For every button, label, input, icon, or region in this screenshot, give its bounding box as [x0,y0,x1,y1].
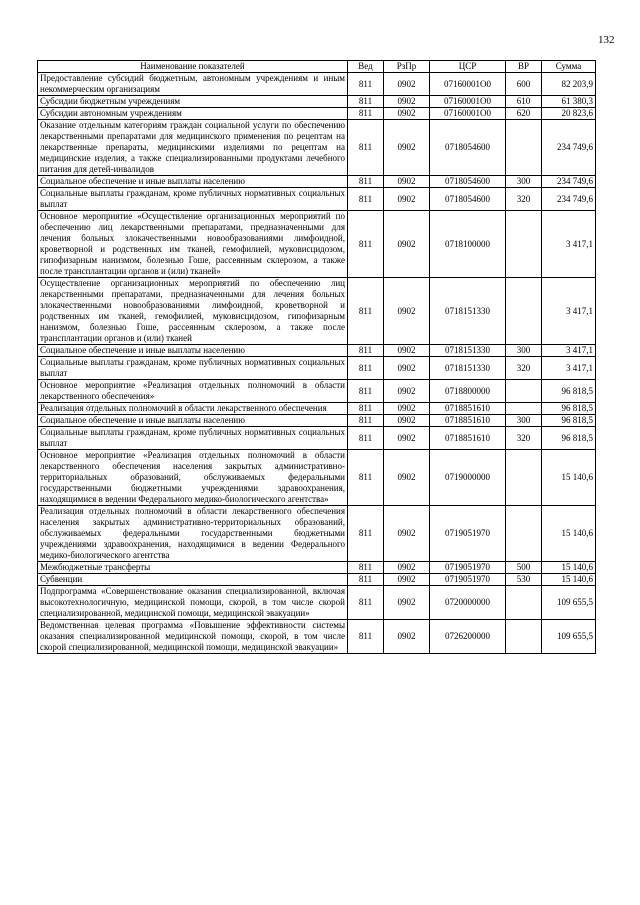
row-ved: 811 [348,108,384,120]
table-row [38,345,596,357]
row-name: Подпрограмма «Совершенствование оказания специализированной, включая высокотехнологичную, медицинской помощи, скорой, в том числе скорой специализированной, медицинской помощи, медицинской эвакуации» [38,586,348,620]
row-rzpr: 0902 [384,357,430,380]
row-csr: 0718100000 [430,211,506,278]
row-ved: 811 [348,506,384,562]
row-ved: 811 [348,188,384,211]
row-csr: 0719051970 [430,574,506,586]
table-row [38,357,596,380]
row-ved: 811 [348,562,384,574]
row-ved: 811 [348,403,384,415]
row-rzpr: 0902 [384,96,430,108]
table-row [38,450,596,506]
table-row [38,176,596,188]
row-sum: 15 140,6 [542,450,596,506]
row-vr [506,586,542,620]
row-rzpr: 0902 [384,506,430,562]
row-name: Осуществление организационных мероприятий по обеспечению лиц лекарственными препаратами, предназначенными для лечения больных злокачественными новообразованиями лимфоидной, кроветворной и родственных им тканей, гемофилией, муковисцидозом, гипофизарным нанизмом, болезнью Гоше, рассеянным склерозом, а также после трансплантации органов и (или) тканей [38,278,348,345]
row-vr: 320 [506,188,542,211]
row-ved: 811 [348,211,384,278]
table-row [38,108,596,120]
row-csr: 0719051970 [430,506,506,562]
row-vr: 530 [506,574,542,586]
row-name: Реализация отдельных полномочий в области лекарственного обеспечения населения закрытых административно-территориальных образований, обслуживаемых федеральными государственными бюджетными учреждениями здравоохранения, находящимися в ведении Федерального медико-биологического агентства [38,506,348,562]
row-csr: 0718800000 [430,380,506,403]
row-csr: 0718151330 [430,357,506,380]
row-ved: 811 [348,380,384,403]
row-name: Субсидии автономным учреждениям [38,108,348,120]
row-sum: 96 818,5 [542,403,596,415]
table-row [38,188,596,211]
table-row [38,96,596,108]
header-csr: ЦСР [430,61,506,73]
row-csr: 0718851610 [430,427,506,450]
row-ved: 811 [348,574,384,586]
row-rzpr: 0902 [384,450,430,506]
header-ved: Вед [348,61,384,73]
row-vr [506,450,542,506]
table-row [38,574,596,586]
row-sum: 15 140,6 [542,562,596,574]
header-sum: Сумма [542,61,596,73]
row-name: Основное мероприятие «Реализация отдельных полномочий в области лекарственного обеспечения населения закрытых административно-территориальных образований, обслуживаемых федеральными государственными бюджетными учреждениями здравоохранения, находящимися в ведении Федерального медико-биологического агентства» [38,450,348,506]
table-row [38,73,596,96]
row-sum: 109 655,5 [542,586,596,620]
row-rzpr: 0902 [384,345,430,357]
row-rzpr: 0902 [384,415,430,427]
table-row [38,403,596,415]
row-sum: 96 818,5 [542,415,596,427]
row-csr: 0720000000 [430,586,506,620]
table-row [38,562,596,574]
page-number: 132 [598,34,615,46]
table-row [38,506,596,562]
table-row [38,120,596,176]
row-sum: 3 417,1 [542,357,596,380]
table-row [38,211,596,278]
row-rzpr: 0902 [384,211,430,278]
row-ved: 811 [348,96,384,108]
row-vr: 300 [506,176,542,188]
row-csr: 0719051970 [430,562,506,574]
row-csr: 0718151330 [430,345,506,357]
row-vr: 320 [506,357,542,380]
table-header-row [38,61,596,73]
row-csr: 0719000000 [430,450,506,506]
row-sum: 15 140,6 [542,574,596,586]
row-csr: 07160001О0 [430,73,506,96]
row-sum: 61 380,3 [542,96,596,108]
row-rzpr: 0902 [384,108,430,120]
row-rzpr: 0902 [384,562,430,574]
row-ved: 811 [348,357,384,380]
row-name: Предоставление субсидий бюджетным, автономным учреждениям и иным некоммерческим организациям [38,73,348,96]
header-name: Наименование показателей [38,61,348,73]
row-ved: 811 [348,586,384,620]
row-vr [506,506,542,562]
row-rzpr: 0902 [384,427,430,450]
row-ved: 811 [348,120,384,176]
row-name: Субвенции [38,574,348,586]
row-csr: 0718151330 [430,278,506,345]
row-csr: 0726200000 [430,620,506,654]
row-vr: 300 [506,415,542,427]
row-name: Основное мероприятие «Реализация отдельных полномочий в области лекарственного обеспечения» [38,380,348,403]
row-vr [506,380,542,403]
table-body [38,73,596,654]
row-rzpr: 0902 [384,380,430,403]
row-name: Реализация отдельных полномочий в области лекарственного обеспечения [38,403,348,415]
row-rzpr: 0902 [384,620,430,654]
row-name: Субсидии бюджетным учреждениям [38,96,348,108]
row-sum: 82 203,9 [542,73,596,96]
row-vr: 500 [506,562,542,574]
row-rzpr: 0902 [384,176,430,188]
row-csr: 07160001О0 [430,108,506,120]
row-vr [506,403,542,415]
row-rzpr: 0902 [384,586,430,620]
row-sum: 20 823,6 [542,108,596,120]
row-csr: 0718851610 [430,403,506,415]
row-csr: 0718054600 [430,188,506,211]
row-rzpr: 0902 [384,278,430,345]
row-name: Социальные выплаты гражданам, кроме публичных нормативных социальных выплат [38,357,348,380]
row-ved: 811 [348,176,384,188]
row-sum: 3 417,1 [542,345,596,357]
row-ved: 811 [348,427,384,450]
row-name: Ведомственная целевая программа «Повышение эффективности системы оказания специализированной медицинской помощи, скорой, в том числе скорой специализированной, медицинской помощи, медицинской эвакуации» [38,620,348,654]
row-sum: 96 818,5 [542,427,596,450]
row-vr: 610 [506,96,542,108]
row-sum: 109 655,5 [542,620,596,654]
row-sum: 96 818,5 [542,380,596,403]
row-sum: 234 749,6 [542,188,596,211]
table-row [38,415,596,427]
row-vr: 600 [506,73,542,96]
table-row [38,620,596,654]
row-vr [506,620,542,654]
row-ved: 811 [348,415,384,427]
row-csr: 07160001О0 [430,96,506,108]
row-sum: 15 140,6 [542,506,596,562]
row-rzpr: 0902 [384,120,430,176]
row-sum: 234 749,6 [542,120,596,176]
table-row [38,380,596,403]
row-ved: 811 [348,345,384,357]
row-csr: 0718054600 [430,120,506,176]
row-vr: 620 [506,108,542,120]
row-sum: 234 749,6 [542,176,596,188]
budget-table [37,60,596,654]
table-row [38,278,596,345]
row-ved: 811 [348,73,384,96]
row-name: Основное мероприятие «Осуществление организационных мероприятий по обеспечению лиц лекарственными препаратами, предназначенными для лечения больных злокачественными новообразованиями лимфоидной, кроветворной и родственных им тканей, гемофилией, муковисцидозом, гипофизарным нанизмом, болезнью Гоше, рассеянным склерозом, а также после трансплантации органов и (или) тканей» [38,211,348,278]
row-ved: 811 [348,450,384,506]
row-sum: 3 417,1 [542,211,596,278]
row-vr: 320 [506,427,542,450]
table-row [38,427,596,450]
row-name: Социальное обеспечение и иные выплаты населению [38,176,348,188]
row-csr: 0718851610 [430,415,506,427]
row-name: Социальные выплаты гражданам, кроме публичных нормативных социальных выплат [38,188,348,211]
row-ved: 811 [348,620,384,654]
row-vr [506,120,542,176]
row-vr [506,211,542,278]
row-vr: 300 [506,345,542,357]
row-csr: 0718054600 [430,176,506,188]
row-rzpr: 0902 [384,188,430,211]
row-name: Социальные выплаты гражданам, кроме публичных нормативных социальных выплат [38,427,348,450]
row-sum: 3 417,1 [542,278,596,345]
row-rzpr: 0902 [384,73,430,96]
row-ved: 811 [348,278,384,345]
table-row [38,586,596,620]
header-vr: ВР [506,61,542,73]
header-rzpr: РзПр [384,61,430,73]
row-rzpr: 0902 [384,574,430,586]
row-name: Оказание отдельным категориям граждан социальной услуги по обеспечению лекарственными препаратами для медицинского применения по рецептам на лекарственные препараты, медицинскими изделиями по рецептам на медицинские изделия, а также специализированными продуктами лечебного питания для детей-инвалидов [38,120,348,176]
row-rzpr: 0902 [384,403,430,415]
row-name: Социальное обеспечение и иные выплаты населению [38,345,348,357]
row-name: Межбюджетные трансферты [38,562,348,574]
row-vr [506,278,542,345]
row-name: Социальное обеспечение и иные выплаты населению [38,415,348,427]
